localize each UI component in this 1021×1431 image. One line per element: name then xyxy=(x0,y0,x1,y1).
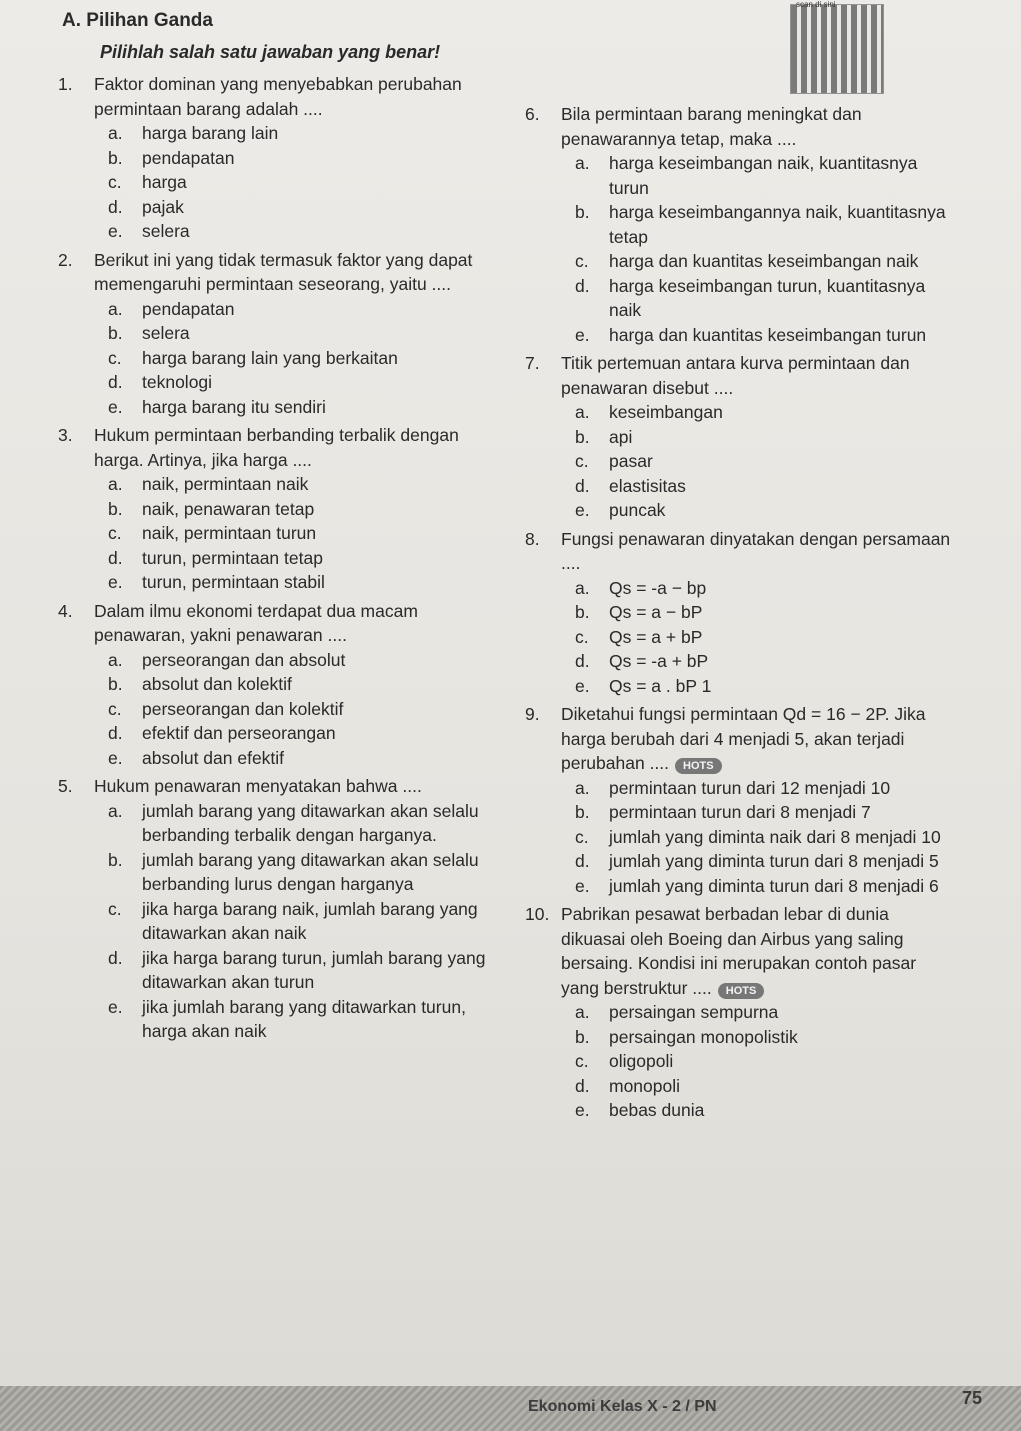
option-text: jumlah barang yang ditawarkan akan selalu berbanding terbalik dengan harganya. xyxy=(142,800,479,845)
answer-option xyxy=(108,121,498,146)
option-letter: b. xyxy=(575,602,590,622)
option-letter: c. xyxy=(108,347,122,368)
answer-options xyxy=(575,776,955,899)
question-item xyxy=(58,599,498,771)
option-letter: e. xyxy=(575,1100,590,1120)
question-text-body: Diketahui fungsi permintaan Qd = 16 − 2P. Jika harga berubah dari 4 menjadi 5, akan terjadi perubahan .... xyxy=(561,704,926,773)
option-text: oligopoli xyxy=(609,1051,674,1071)
question-number: 7. xyxy=(525,353,540,373)
option-letter: e. xyxy=(575,875,590,896)
option-text: Qs = -a + bP xyxy=(609,651,709,671)
answer-option xyxy=(575,200,955,249)
question-item xyxy=(525,902,955,1123)
question-text xyxy=(94,248,498,297)
option-text: turun, permintaan stabil xyxy=(142,572,325,592)
option-letter: d. xyxy=(575,651,590,671)
answer-option xyxy=(108,170,498,195)
option-letter: c. xyxy=(108,523,122,543)
option-letter: a. xyxy=(108,123,123,143)
option-letter: a. xyxy=(575,577,590,598)
answer-option xyxy=(575,874,955,899)
right-column xyxy=(525,102,955,1127)
option-letter: e. xyxy=(108,572,123,592)
option-letter: a. xyxy=(108,649,123,670)
option-letter: d. xyxy=(108,196,123,217)
answer-option xyxy=(108,195,498,220)
question-item xyxy=(58,423,498,595)
option-text: naik, permintaan naik xyxy=(142,474,309,494)
option-text: teknologi xyxy=(142,372,213,392)
question-item xyxy=(525,702,955,898)
option-text: harga dan kuantitas keseimbangan naik xyxy=(609,251,919,271)
option-text: naik, penawaran tetap xyxy=(142,498,315,519)
answer-option xyxy=(108,546,498,571)
question-text-body: Pabrikan pesawat berbadan lebar di dunia dikuasai oleh Boeing dan Airbus yang saling bersaing. Kondisi ini merupakan contoh pasar yang berstruktur .... xyxy=(561,904,917,998)
option-text: pendapatan xyxy=(142,298,235,319)
question-number: 9. xyxy=(525,704,540,724)
question-item xyxy=(525,102,955,347)
option-letter: a. xyxy=(575,1002,590,1022)
option-text: Qs = -a − bp xyxy=(609,577,707,598)
option-letter: e. xyxy=(108,396,123,417)
answer-option xyxy=(108,497,498,522)
hots-badge: HOTS xyxy=(675,758,722,774)
answer-option xyxy=(108,648,498,673)
option-text: jumlah yang diminta turun dari 8 menjadi 6 xyxy=(609,875,939,896)
question-text-body: Titik pertemuan antara kurva permintaan dan penawaran disebut .... xyxy=(561,353,910,398)
option-text: absolut dan kolektif xyxy=(142,674,292,694)
option-text: naik, permintaan turun xyxy=(142,523,317,543)
question-number: 5. xyxy=(58,776,73,796)
option-letter: d. xyxy=(575,475,590,496)
question-item xyxy=(58,72,498,244)
answer-option xyxy=(108,697,498,722)
option-text: permintaan turun dari 12 menjadi 10 xyxy=(609,777,891,798)
option-text: persaingan sempurna xyxy=(609,1002,779,1022)
answer-option xyxy=(108,721,498,746)
answer-option xyxy=(108,570,498,595)
option-text: puncak xyxy=(609,500,666,520)
option-text: harga keseimbangan naik, kuantitasnya turun xyxy=(609,153,918,198)
question-number: 6. xyxy=(525,104,540,124)
answer-option xyxy=(575,800,955,825)
question-text xyxy=(561,702,955,776)
left-column xyxy=(58,72,498,1048)
option-text: harga barang lain xyxy=(142,123,279,143)
question-stem xyxy=(58,248,498,297)
option-text: harga keseimbangannya naik, kuantitasnya tetap xyxy=(609,202,946,247)
answer-options xyxy=(575,576,955,699)
option-text: jika harga barang naik, jumlah barang yang ditawarkan akan naik xyxy=(142,898,478,943)
answer-options xyxy=(108,799,498,1044)
answer-option xyxy=(575,1025,955,1050)
option-text: Qs = a − bP xyxy=(609,602,703,622)
option-text: harga keseimbangan turun, kuantitasnya naik xyxy=(609,275,926,320)
option-letter: c. xyxy=(575,251,589,271)
option-letter: d. xyxy=(108,372,123,392)
option-text: monopoli xyxy=(609,1075,681,1096)
option-letter: d. xyxy=(575,1075,590,1096)
option-letter: c. xyxy=(108,898,122,919)
question-stem xyxy=(58,774,498,799)
answer-option xyxy=(575,1049,955,1074)
option-letter: e. xyxy=(575,324,590,345)
option-text: Qs = a . bP 1 xyxy=(609,675,712,696)
option-letter: c. xyxy=(575,626,589,647)
option-letter: a. xyxy=(108,298,123,319)
answer-option xyxy=(108,395,498,420)
option-letter: e. xyxy=(108,747,123,768)
option-letter: a. xyxy=(108,800,123,821)
answer-options xyxy=(108,121,498,244)
option-text: jumlah barang yang ditawarkan akan selalu berbanding lurus dengan harganya xyxy=(142,849,479,894)
answer-option xyxy=(108,370,498,395)
question-stem xyxy=(58,72,498,121)
answer-option xyxy=(575,825,955,850)
option-letter: c. xyxy=(108,698,122,719)
answer-option xyxy=(575,151,955,200)
option-letter: e. xyxy=(108,221,123,241)
answer-option xyxy=(575,649,955,674)
answer-option xyxy=(575,1098,955,1123)
option-letter: a. xyxy=(575,777,590,798)
answer-option xyxy=(575,625,955,650)
question-stem xyxy=(525,527,955,576)
question-stem xyxy=(525,102,955,151)
option-text: harga xyxy=(142,172,187,192)
answer-options xyxy=(108,297,498,420)
answer-option xyxy=(108,297,498,322)
question-text-body: Dalam ilmu ekonomi terdapat dua macam penawaran, yakni penawaran .... xyxy=(94,600,418,645)
question-text-body: Faktor dominan yang menyebabkan perubahan permintaan barang adalah .... xyxy=(94,74,462,119)
option-text: api xyxy=(609,426,633,447)
answer-option xyxy=(575,449,955,474)
qr-caption: scan di sini xyxy=(796,0,836,9)
answer-option xyxy=(108,848,498,897)
option-text: persaingan monopolistik xyxy=(609,1026,798,1047)
footer-band xyxy=(0,1386,1021,1431)
question-number: 2. xyxy=(58,249,73,270)
option-text: pendapatan xyxy=(142,147,235,168)
option-letter: b. xyxy=(575,1026,590,1047)
answer-option xyxy=(108,346,498,371)
answer-option xyxy=(575,576,955,601)
question-text-body: Hukum permintaan berbanding terbalik dengan harga. Artinya, jika harga .... xyxy=(94,425,459,470)
question-number: 1. xyxy=(58,74,73,94)
option-letter: b. xyxy=(108,674,123,694)
option-text: Qs = a + bP xyxy=(609,626,703,647)
option-letter: b. xyxy=(108,147,123,168)
instruction-text: Pilihlah salah satu jawaban yang benar! xyxy=(100,42,441,62)
option-text: jumlah yang diminta turun dari 8 menjadi 5 xyxy=(609,851,939,871)
answer-option xyxy=(575,776,955,801)
option-text: selera xyxy=(142,221,190,241)
question-number: 4. xyxy=(58,600,73,621)
option-text: pajak xyxy=(142,196,184,217)
answer-option xyxy=(575,600,955,625)
option-text: bebas dunia xyxy=(609,1100,705,1120)
option-letter: d. xyxy=(575,851,590,871)
page-number: 75 xyxy=(962,1388,983,1408)
answer-option xyxy=(575,674,955,699)
section-title: A. Pilihan Ganda xyxy=(62,10,213,31)
answer-option xyxy=(575,400,955,425)
option-text: jumlah yang diminta naik dari 8 menjadi 10 xyxy=(609,826,941,847)
answer-option xyxy=(575,249,955,274)
option-text: turun, permintaan tetap xyxy=(142,547,323,568)
option-text: efektif dan perseorangan xyxy=(142,723,336,743)
option-text: jika harga barang turun, jumlah barang yang ditawarkan akan turun xyxy=(142,947,486,992)
option-text: harga barang lain yang berkaitan xyxy=(142,347,398,368)
option-letter: c. xyxy=(108,172,122,192)
question-item xyxy=(525,351,955,523)
question-stem xyxy=(525,902,955,1000)
option-text: jika jumlah barang yang ditawarkan turun, harga akan naik xyxy=(142,996,466,1041)
option-text: perseorangan dan kolektif xyxy=(142,698,344,719)
option-letter: d. xyxy=(108,947,123,968)
question-text-body: Hukum penawaran menyatakan bahwa .... xyxy=(94,776,422,796)
option-text: keseimbangan xyxy=(609,402,723,422)
option-letter: e. xyxy=(108,996,123,1017)
question-item xyxy=(58,774,498,1044)
question-text-body: Berikut ini yang tidak termasuk faktor yang dapat memengaruhi permintaan seseorang, yaitu .... xyxy=(94,249,473,294)
answer-option xyxy=(108,746,498,771)
answer-option xyxy=(575,849,955,874)
answer-option xyxy=(575,425,955,450)
option-letter: b. xyxy=(575,202,590,222)
option-letter: b. xyxy=(575,802,590,822)
option-letter: b. xyxy=(575,426,590,447)
answer-option xyxy=(575,1000,955,1025)
option-text: permintaan turun dari 8 menjadi 7 xyxy=(609,802,871,822)
question-stem xyxy=(525,702,955,776)
option-letter: a. xyxy=(575,153,590,173)
question-item xyxy=(525,527,955,699)
option-letter: c. xyxy=(575,451,589,471)
answer-options xyxy=(575,151,955,347)
question-text xyxy=(561,527,955,576)
question-text xyxy=(94,72,498,121)
question-text xyxy=(561,902,955,1000)
answer-option xyxy=(575,323,955,348)
option-letter: e. xyxy=(575,675,590,696)
answer-option xyxy=(108,995,498,1044)
option-letter: b. xyxy=(108,849,123,870)
answer-options xyxy=(575,400,955,523)
option-letter: e. xyxy=(575,500,590,520)
option-text: harga barang itu sendiri xyxy=(142,396,326,417)
question-text xyxy=(94,423,498,472)
answer-options xyxy=(108,648,498,771)
answer-option xyxy=(108,321,498,346)
answer-option xyxy=(108,521,498,546)
footer-label: Ekonomi Kelas X - 2 / PN xyxy=(528,1398,717,1415)
question-number: 3. xyxy=(58,425,73,445)
answer-option xyxy=(108,472,498,497)
answer-option xyxy=(108,897,498,946)
option-letter: c. xyxy=(575,1051,589,1071)
answer-option xyxy=(575,474,955,499)
answer-option xyxy=(108,672,498,697)
option-letter: d. xyxy=(108,723,123,743)
question-number: 10. xyxy=(525,904,550,924)
option-letter: b. xyxy=(108,323,123,343)
option-letter: a. xyxy=(575,402,590,422)
question-text-body: Bila permintaan barang meningkat dan penawarannya tetap, maka .... xyxy=(561,104,862,149)
option-letter: d. xyxy=(575,275,590,296)
answer-option xyxy=(108,219,498,244)
question-text xyxy=(561,351,955,400)
question-text xyxy=(94,774,498,799)
answer-option xyxy=(575,274,955,323)
option-letter: a. xyxy=(108,474,123,494)
answer-options xyxy=(575,1000,955,1123)
answer-option xyxy=(108,799,498,848)
answer-option xyxy=(575,1074,955,1099)
answer-options xyxy=(108,472,498,595)
answer-option xyxy=(108,946,498,995)
option-text: absolut dan efektif xyxy=(142,747,285,768)
option-letter: b. xyxy=(108,498,123,519)
question-number: 8. xyxy=(525,528,540,549)
option-text: pasar xyxy=(609,451,653,471)
answer-option xyxy=(575,498,955,523)
question-stem xyxy=(525,351,955,400)
question-stem xyxy=(58,423,498,472)
question-stem xyxy=(58,599,498,648)
question-text xyxy=(561,102,955,151)
question-item xyxy=(58,248,498,420)
option-text: harga dan kuantitas keseimbangan turun xyxy=(609,324,927,345)
qr-code-icon xyxy=(790,4,884,94)
hots-badge: HOTS xyxy=(718,983,765,999)
option-text: selera xyxy=(142,323,190,343)
option-letter: c. xyxy=(575,826,589,847)
question-text xyxy=(94,599,498,648)
option-text: perseorangan dan absolut xyxy=(142,649,346,670)
option-text: elastisitas xyxy=(609,475,686,496)
option-letter: d. xyxy=(108,547,123,568)
answer-option xyxy=(108,146,498,171)
question-text-body: Fungsi penawaran dinyatakan dengan persamaan .... xyxy=(561,528,951,573)
